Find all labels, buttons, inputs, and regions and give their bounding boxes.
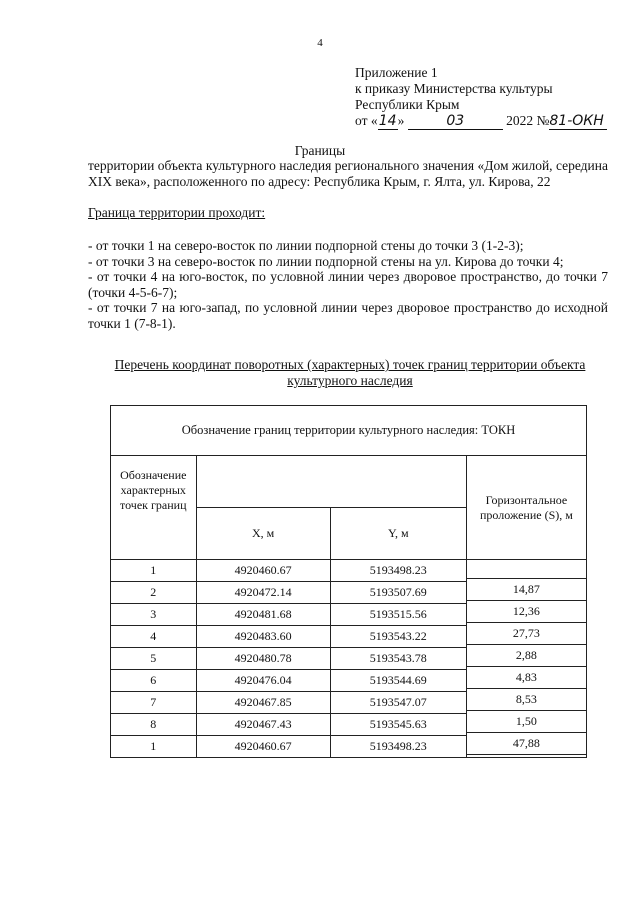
x-cell: 4920472.14	[196, 582, 330, 604]
boundary-item: - от точки 4 на юго-восток, по условной линии через дворовое пространство, до точки 7 (точки 4-5-6-7);	[88, 269, 608, 300]
x-cell: 4920476.04	[196, 670, 330, 692]
distance-column	[466, 560, 586, 758]
appendix-line-1: Приложение 1	[355, 65, 438, 80]
distance-stack	[467, 560, 586, 758]
date-year: 2022 №	[506, 113, 550, 128]
col-header-x: X, м	[196, 508, 330, 560]
distance-divider	[467, 688, 586, 689]
x-cell: 4920483.60	[196, 626, 330, 648]
y-cell: 5193498.23	[330, 560, 466, 582]
boundary-item: - от точки 7 на юго-запад, по условной линии через дворовое пространство до исходной точки 1 (7-8-1).	[88, 300, 608, 331]
distance-divider	[467, 732, 586, 733]
point-cell: 2	[111, 582, 197, 604]
y-cell: 5193544.69	[330, 670, 466, 692]
distance-value: 14,87	[512, 582, 540, 596]
y-cell: 5193543.78	[330, 648, 466, 670]
point-cell: 6	[111, 670, 197, 692]
appendix-line-2: к приказу Министерства культуры	[355, 81, 553, 96]
distance-divider	[467, 622, 586, 623]
distance-value: 27,73	[512, 626, 540, 640]
x-cell: 4920460.67	[196, 736, 330, 758]
coordinates-table	[110, 405, 587, 758]
distance-divider	[467, 666, 586, 667]
date-prefix: от «	[355, 113, 378, 128]
x-cell: 4920460.67	[196, 560, 330, 582]
point-cell: 8	[111, 714, 197, 736]
x-cell: 4920467.85	[196, 692, 330, 714]
appendix-block	[355, 65, 607, 130]
y-cell: 5193507.69	[330, 582, 466, 604]
distance-divider	[467, 578, 586, 579]
y-cell: 5193498.23	[330, 736, 466, 758]
distance-value: 2,88	[515, 648, 537, 662]
object-description: территории объекта культурного наследия регионального значения «Дом жилой, середина XIX века», расположенного по адресу: Республика Крым, г. Ялта, ул. Кирова, 22	[88, 158, 608, 189]
distance-divider	[467, 710, 586, 711]
boundary-item: - от точки 1 на северо-восток по линии подпорной стены до точки 3 (1-2-3);	[88, 238, 524, 253]
point-cell: 7	[111, 692, 197, 714]
distance-value: 47,88	[512, 736, 540, 750]
x-cell: 4920481.68	[196, 604, 330, 626]
distance-divider	[467, 644, 586, 645]
point-cell: 3	[111, 604, 197, 626]
col-header-coords-group	[196, 456, 466, 508]
distance-value: 8,53	[515, 692, 537, 706]
boundary-heading: Граница территории проходит:	[88, 205, 266, 220]
order-number: 81-ОКН	[549, 113, 607, 130]
boundary-item: - от точки 3 на северо-восток по линии подпорной стены на ул. Кирова до точки 4;	[88, 253, 564, 269]
date-day: 14	[378, 113, 397, 129]
point-cell: 1	[111, 560, 197, 582]
distance-divider	[467, 754, 586, 755]
col-header-y: Y, м	[330, 508, 466, 560]
distance-value: 12,36	[512, 604, 540, 618]
y-cell: 5193545.63	[330, 714, 466, 736]
distance-divider	[467, 600, 586, 601]
table-title: Обозначение границ территории культурного наследия: ТОКН	[111, 406, 587, 456]
coordinates-title: Перечень координат поворотных (характерных) точек границ территории объекта культурного наследия	[114, 357, 586, 388]
x-cell: 4920480.78	[196, 648, 330, 670]
distance-value: 4,83	[515, 670, 537, 684]
point-cell: 4	[111, 626, 197, 648]
date-mid: »	[397, 113, 405, 128]
point-cell: 1	[111, 736, 197, 758]
point-cell: 5	[111, 648, 197, 670]
col-header-distance: Горизонтальное проложение (S), м	[466, 456, 586, 560]
page-number: 4	[317, 37, 323, 49]
x-cell: 4920467.43	[196, 714, 330, 736]
y-cell: 5193543.22	[330, 626, 466, 648]
y-cell: 5193515.56	[330, 604, 466, 626]
date-month: 03	[408, 113, 503, 130]
appendix-date-line	[355, 113, 607, 130]
document-title: Границы	[294, 143, 346, 158]
distance-value: 1,50	[515, 714, 537, 728]
col-header-points: Обозначение характерных точек границ	[111, 456, 197, 560]
boundary-list	[88, 238, 608, 331]
y-cell: 5193547.07	[330, 692, 466, 714]
appendix-line-3: Республики Крым	[355, 97, 460, 112]
table-row	[111, 560, 587, 582]
